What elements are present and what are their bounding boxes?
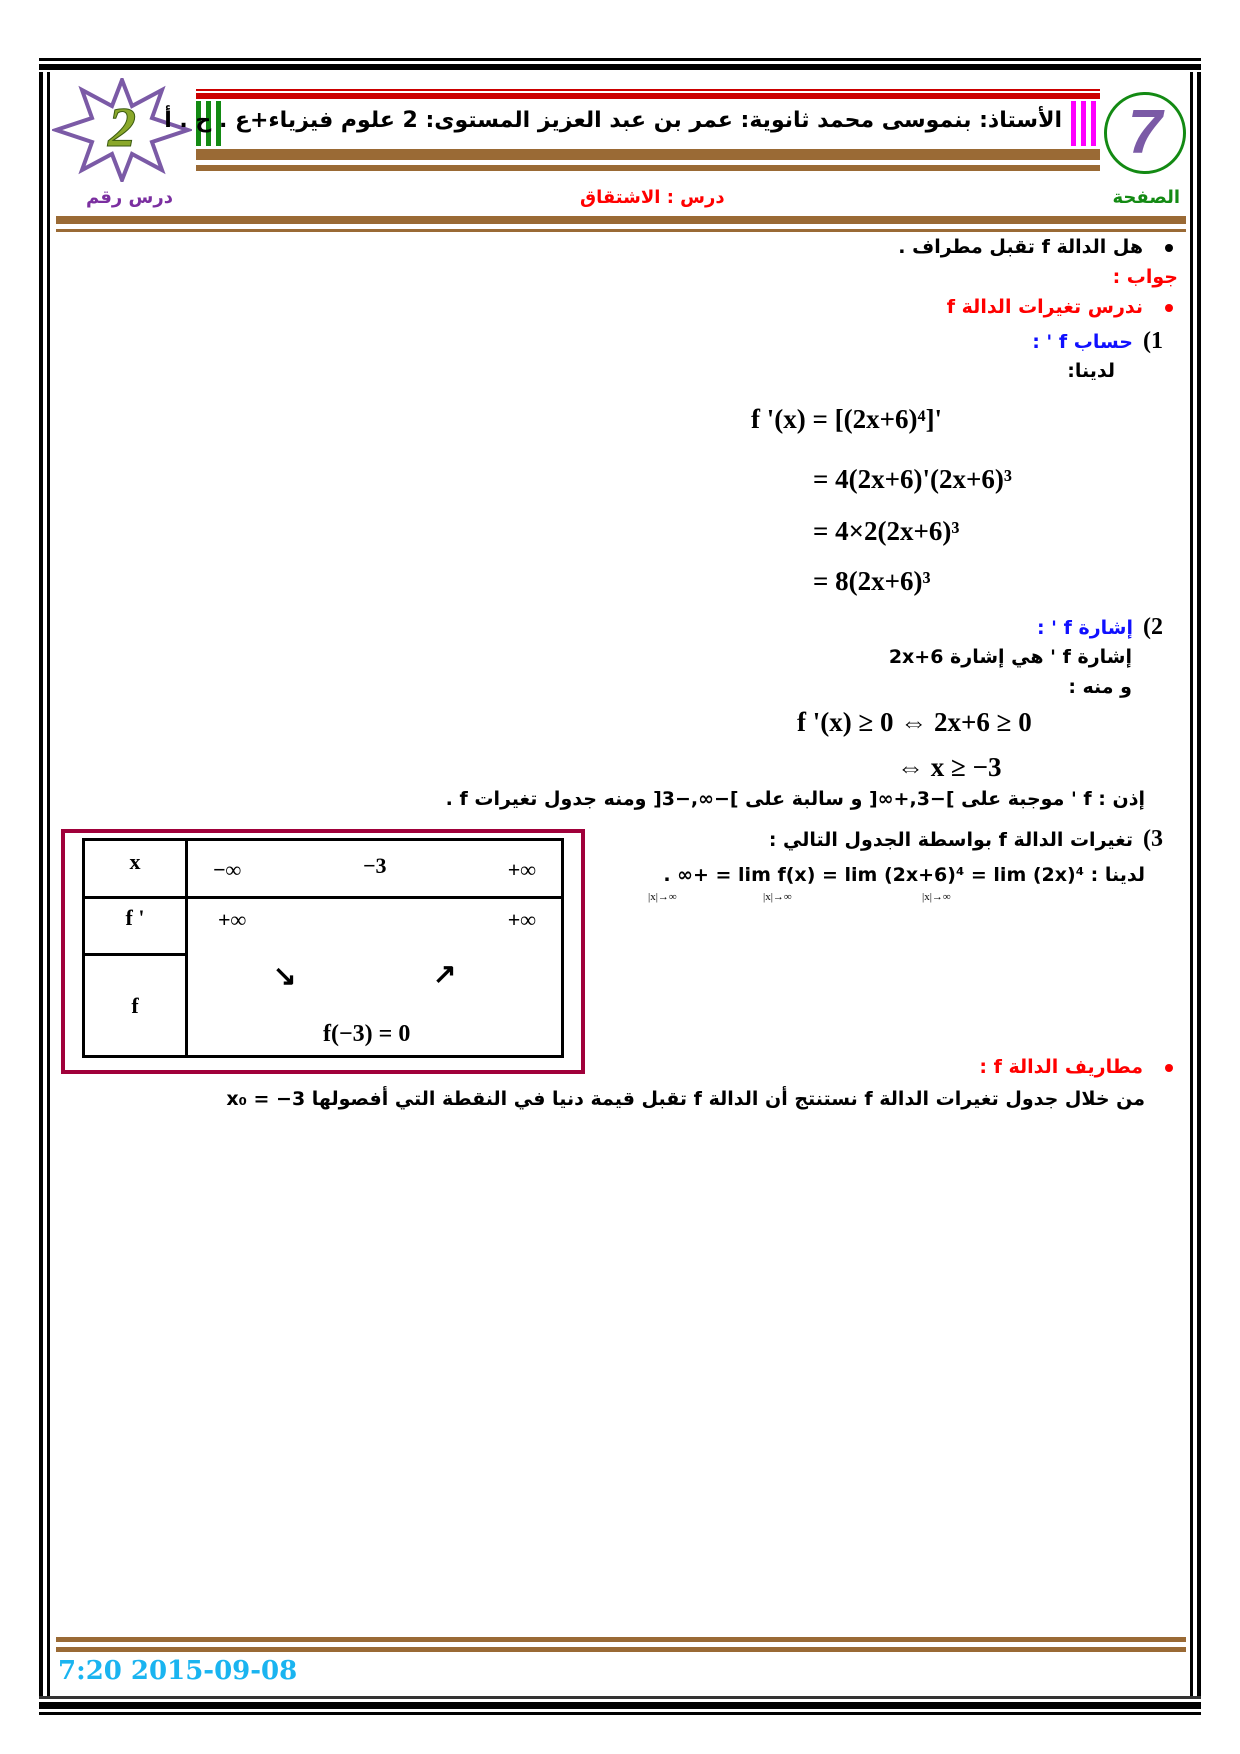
- bullet-icon: [1165, 304, 1173, 312]
- bullet-icon: [1165, 244, 1173, 252]
- bullet-icon: [1165, 1064, 1173, 1072]
- header-brown-bar: [196, 149, 1100, 160]
- equation-5: f '(x) ≥ 0 ⇔ 2x+6 ≥ 0: [797, 707, 1032, 737]
- frame-right: [1197, 72, 1201, 1696]
- magenta-stripe: [1071, 101, 1076, 146]
- section-title: حساب f ' :: [1032, 331, 1133, 353]
- frame-bottom-outer: [39, 1712, 1201, 1715]
- x-value: +∞: [507, 857, 536, 882]
- lesson-number: 2: [108, 97, 136, 159]
- study-text: ندرس تغيرات الدالة f: [946, 296, 1143, 318]
- extrema-title: مطاريف الدالة f :: [979, 1056, 1143, 1078]
- equation-6: ⇔ x ≥ −3: [897, 752, 1002, 782]
- extrema-item: [979, 1056, 1173, 1078]
- section-title: تغيرات الدالة f بواسطة الجدول التالي :: [768, 829, 1133, 851]
- divider-brown: [56, 216, 1186, 224]
- equation-4: = 8(2x+6)³: [813, 566, 931, 596]
- equation-3: = 4×2(2x+6)³: [813, 516, 960, 546]
- limit-subscript: |x|→∞: [763, 891, 792, 903]
- increasing-arrow-icon: ↗: [433, 959, 457, 990]
- row-label-f: f: [84, 955, 187, 1057]
- row-label-fprime: f ': [84, 898, 187, 955]
- limit-subscript: |x|→∞: [648, 891, 677, 903]
- variation-table: [82, 838, 564, 1058]
- sign-text: إشارة f ' هي إشارة 2x+6: [888, 646, 1132, 668]
- header-red-stripe: [196, 93, 1100, 99]
- teacher-line: الأستاذ: بنموسى محمد ثانوية: عمر بن عبد العزيز المستوى: 2 علوم فيزياء+ع . ح . أ: [164, 108, 1062, 133]
- frame-bottom-thick: [39, 1702, 1201, 1709]
- section-number: 2): [1143, 614, 1163, 640]
- row-label-x: x: [84, 840, 187, 898]
- sign-conclusion: إذن : f ' موجبة على ]−3,+∞[ و سالبة على ]−∞,−3[ ومنه جدول تغيرات f .: [445, 788, 1145, 810]
- magenta-stripe: [1091, 101, 1096, 146]
- equation-1: f '(x) = [(2x+6)⁴]': [751, 404, 943, 434]
- lesson-number-label: درس رقم: [86, 187, 173, 208]
- limit-subscript: |x|→∞: [922, 891, 951, 903]
- study-item: [947, 296, 1173, 318]
- limit-line: لدينا : lim f(x) = lim (2x+6)⁴ = lim (2x)⁴ = +∞ .: [663, 864, 1145, 886]
- section-2-heading: [1037, 614, 1163, 641]
- frame-right-inner: [1190, 72, 1193, 1696]
- footer-brown-bar: [56, 1647, 1186, 1652]
- extrema-text: من خلال جدول تغيرات الدالة f نستنتج أن الدالة f تقبل قيمة دنيا في النقطة التي أفصولها x₀ = −3: [226, 1088, 1145, 1110]
- f-values-cell: [187, 898, 563, 1057]
- f-value-left: +∞: [218, 907, 247, 932]
- question-text: هل الدالة f تقبل مطراف .: [898, 236, 1143, 258]
- answer-label: جواب :: [1112, 266, 1178, 288]
- header-red-thin: [196, 89, 1100, 91]
- section-title: إشارة f ' :: [1036, 617, 1133, 639]
- section-number: 1): [1143, 328, 1163, 354]
- footer-brown-bar: [56, 1637, 1186, 1642]
- question-item: [898, 236, 1173, 258]
- equation-2: = 4(2x+6)'(2x+6)³: [813, 464, 1012, 494]
- frame-bottom-line: [39, 1696, 1201, 1699]
- frame-left: [39, 72, 43, 1696]
- x-value: −3: [363, 853, 387, 878]
- hence-label: و منه :: [1068, 676, 1132, 698]
- footer-datetime: 7:20 2015-09-08: [58, 1656, 298, 1686]
- frame-left-inner: [47, 72, 50, 1696]
- frame-top-thick: [39, 64, 1201, 70]
- decreasing-arrow-icon: ↘: [273, 961, 297, 992]
- lesson-title: درس : الاشتقاق: [580, 187, 725, 208]
- f-value-right: +∞: [507, 907, 536, 932]
- x-value: −∞: [213, 857, 242, 882]
- section-1-heading: [1032, 328, 1163, 355]
- page-number-badge: 7: [1104, 92, 1186, 174]
- x-values-cell: [187, 840, 563, 898]
- divider-brown-thin: [56, 229, 1186, 232]
- header-brown-bar-thin: [196, 165, 1100, 171]
- section-number: 3): [1143, 826, 1163, 852]
- minimum-value: f(−3) = 0: [323, 1021, 411, 1047]
- magenta-stripe: [1081, 101, 1086, 146]
- page-label: الصفحة: [1112, 187, 1180, 208]
- section-3-heading: [769, 826, 1163, 853]
- we-have-label: لدينا:: [1067, 360, 1115, 382]
- frame-top-line: [39, 58, 1201, 61]
